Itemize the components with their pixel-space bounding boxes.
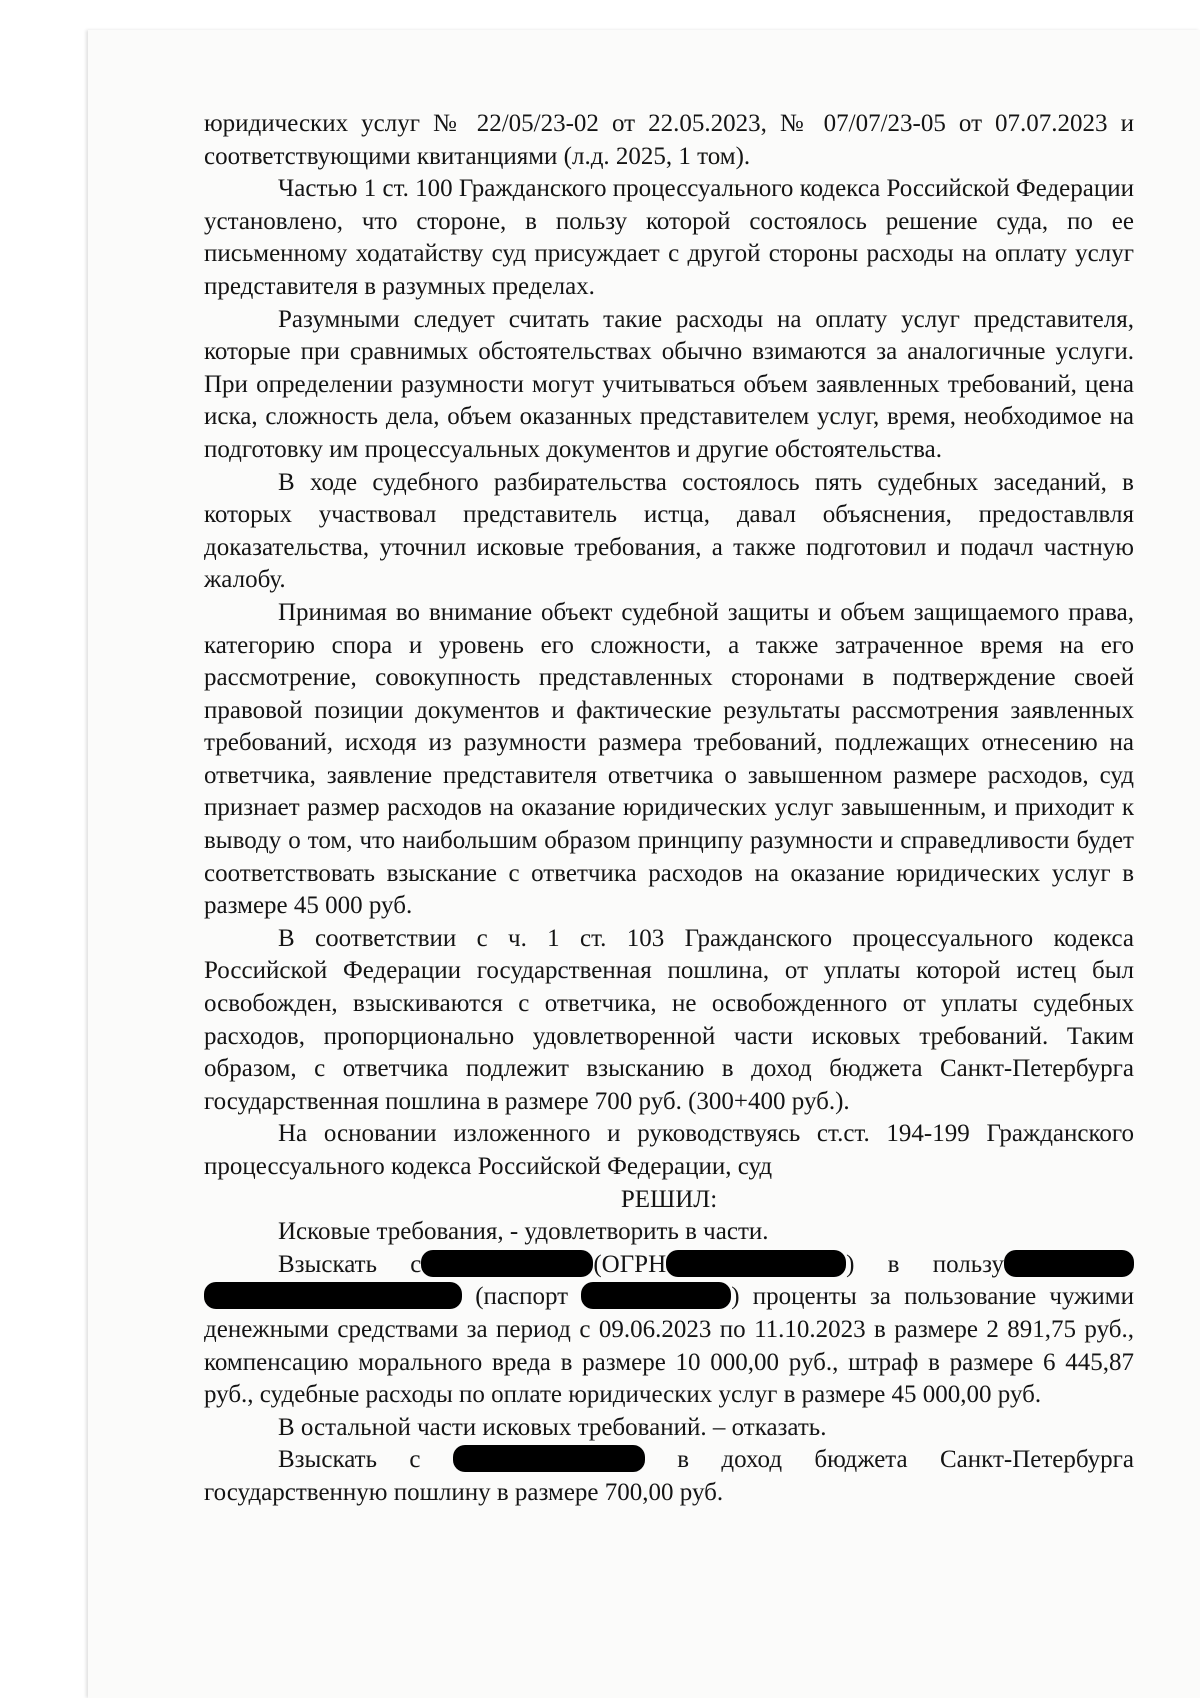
paragraph-article-100: Частью 1 ст. 100 Гражданского процессуального кодекса Российской Федерации установлено, что стороне, в пользу которой состоялось решение суда, по ее письменному ходатайству суд присуждает с другой стороны расходы на оплату услуг представителя в разумных пределах. bbox=[204, 175, 1134, 300]
redaction-defendant-duty bbox=[453, 1445, 645, 1472]
recover-start: Взыскать с bbox=[278, 1250, 422, 1278]
recover-duty-start: Взыскать с bbox=[278, 1446, 421, 1474]
in-favor-label: ) в пользу bbox=[846, 1250, 1004, 1278]
document-body bbox=[204, 108, 1134, 1510]
passport-label: (паспорт bbox=[475, 1283, 569, 1311]
paragraph-contract-reference: юридических услуг № 22/05/23-02 от 22.05.2023, № 07/07/23-05 от 07.07.2023 и соответствующими квитанциями (л.д. 2025, 1 том). bbox=[204, 110, 1134, 170]
paragraph-grounds: На основании изложенного и руководствуясь ст.ст. 194-199 Гражданского процессуального кодекса Российской Федерации, суд bbox=[204, 1120, 1134, 1180]
paragraph-reasonable-costs: Разумными следует считать такие расходы на оплату услуг представителя, которые при сравнимых обстоятельствах обычно взимаются за аналогичные услуги. При определении разумности могут учитываться объем заявленных требований, цена иска, сложность дела, объем оказанных представителем услуг, время, необходимое на подготовку им процессуальных документов и другие обстоятельства. bbox=[204, 305, 1134, 463]
paragraph-recover-body bbox=[204, 1281, 1134, 1411]
paragraph-claims-granted: Исковые требования, - удовлетворить в части. bbox=[278, 1218, 769, 1246]
decision-heading: РЕШИЛ: bbox=[620, 1185, 718, 1213]
paragraph-court-sessions: В ходе судебного разбирательства состоялось пять судебных заседаний, в которых участвовал представитель истца, давал объяснения, предоставлвля доказательства, уточнил исковые требования, а также подготовил и подачл частную жалобу. bbox=[204, 468, 1134, 594]
paragraph-recover-duty bbox=[204, 1444, 1134, 1509]
ogrn-label: (ОГРН bbox=[593, 1250, 667, 1278]
recover-duty-rest: в доход бюджета Санкт-Петербурга государственную пошлину в размере 700,00 руб. bbox=[204, 1446, 1135, 1506]
redaction-passport bbox=[581, 1282, 731, 1309]
redaction-ogrn bbox=[666, 1250, 846, 1277]
paragraph-recover-first-line bbox=[204, 1249, 1134, 1282]
recover-details: ) проценты за пользование чужими денежными средствами за период с 09.06.2023 по 11.10.2023 в размере 2 891,75 руб., компенсацию морального вреда в размере 10 000,00 руб., штраф в размере 6 445,87 руб., судебные расходы по оплате юридических услуг в размере 45 000,00 руб. bbox=[204, 1283, 1134, 1409]
paragraph-state-duty: В соответствии с ч. 1 ст. 103 Гражданского процессуального кодекса Российской Федерации государственная пошлина, от уплаты которой истец был освобожден, взыскиваются с ответчика, не освобожденного от уплаты судебных расходов, пропорционально удовлетворенной части исковых требований. Таким образом, с ответчика подлежит взысканию в доход бюджета Санкт-Петербурга государственная пошлина в размере 700 руб. (300+400 руб.). bbox=[204, 924, 1134, 1115]
redaction-plaintiff-part2 bbox=[204, 1282, 462, 1309]
redaction-plaintiff-part1 bbox=[1004, 1250, 1134, 1277]
paragraph-refusal: В остальной части исковых требований. – отказать. bbox=[278, 1413, 827, 1441]
redaction-defendant bbox=[421, 1250, 593, 1277]
paragraph-assessment: Принимая во внимание объект судебной защиты и объем защищаемого права, категорию спора и уровень его сложности, а также затраченное время на его рассмотрение, совокупность представленных сторонами в подтверждение своей правовой позиции документов и фактические результаты рассмотрения заявленных требований, исходя из разумности размера требований, подлежащих отнесению на ответчика, заявление представителя ответчика о завышенном размере расходов, суд признает размер расходов на оказание юридических услуг завышенным, и приходит к выводу о том, что наибольшим образом принципу разумности и справедливости будет соответствовать взыскание с ответчика расходов на оказание юридических услуг в размере 45 000 руб. bbox=[204, 598, 1134, 920]
